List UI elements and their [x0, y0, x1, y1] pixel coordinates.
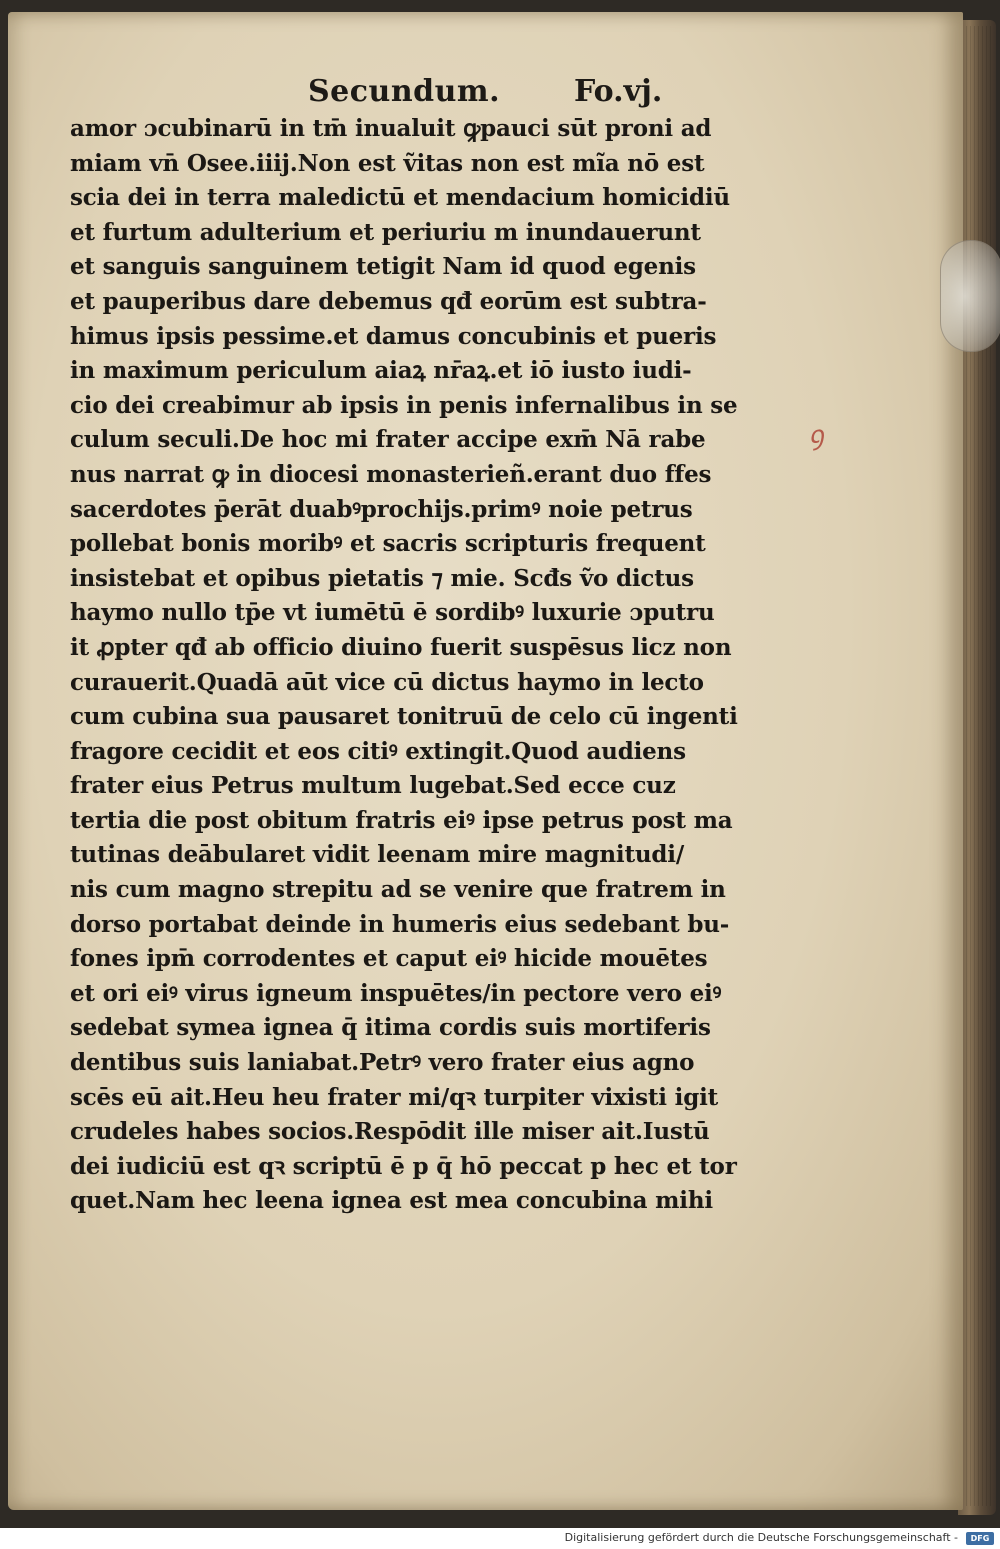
page-tab	[940, 240, 1000, 352]
footer	[0, 1528, 1000, 1549]
text-line: dentibus suis laniabat.Petrꝰ vero frater eius agno	[70, 1049, 695, 1077]
text-line: haymo nullo tp̄e vt iumētū ē sordibꝰ luxurie ɔputru	[70, 599, 715, 627]
text-line: it ꝓpter qđ ab officio diuino fuerit suspēsus licz non	[70, 633, 732, 661]
text-line: et ori eiꝰ virus igneum inspuētes/in pectore vero eiꝰ	[70, 979, 722, 1007]
page-header	[0, 74, 1000, 114]
text-line: fragore cecidit et eos citiꝰ extingit.Quod audiens	[70, 737, 686, 765]
text-line: cum cubina sua pausaret tonitruū de celo cū ingenti	[70, 703, 738, 731]
text-line: himus ipsis pessime.et damus concubinis et pueris	[70, 322, 717, 350]
text-line: tertia die post obitum fratris eiꝰ ipse petrus post ma	[70, 806, 733, 834]
text-line: et sanguis sanguinem tetigit Nam id quod egenis	[70, 253, 696, 281]
text-line: scēs eū ait.Heu heu frater mi/qꝛ turpiter vixisti igit	[70, 1083, 719, 1111]
text-line: sacerdotes p̄erāt duabꝰprochijs.primꝰ noie petrus	[70, 495, 693, 523]
text-block	[70, 112, 790, 1219]
text-line: miam vn̄ Osee.iiij.Non est ṽitas non est mĩa nō est	[70, 149, 705, 177]
text-line: curauerit.Quadā aūt vice cū dictus haymo in lecto	[70, 668, 704, 696]
text-line: et pauperibus dare debemus qđ eorūm est subtra-	[70, 287, 707, 315]
text-line: nis cum magno strepitu ad se venire que fratrem in	[70, 876, 726, 904]
footer-credit: Digitalisierung gefördert durch die Deutsche Forschungsgemeinschaft -	[564, 1531, 958, 1544]
text-line: dorso portabat deinde in humeris eius sedebant bu-	[70, 910, 730, 938]
text-line: frater eius Petrus multum lugebat.Sed ecce cuz	[70, 772, 676, 800]
folio-number: Fo.vj.	[574, 74, 663, 109]
text-line: culum seculi.De hoc mi frater accipe exm̄ Nā rabe	[70, 426, 706, 454]
text-line: scia dei in terra maledictū et mendacium homicidiū	[70, 184, 730, 212]
text-line: pollebat bonis moribꝰ et sacris scripturis frequent	[70, 530, 706, 558]
text-line: nus narrat ꝙ in diocesi monasterieñ.erant duo ffes	[70, 460, 712, 488]
marginal-note: ꝯ	[806, 420, 826, 452]
text-line: insistebat et opibus pietatis ⁊ mie. Scđs ṽo dictus	[70, 564, 694, 592]
running-head: Secundum.	[308, 74, 501, 109]
text-line: quet.Nam hec leena ignea est mea concubina mihi	[70, 1187, 713, 1215]
text-line: crudeles habes socios.Respōdit ille miser ait.Iustū	[70, 1118, 710, 1146]
text-line: tutinas deābularet vidit leenam mire magnitudi/	[70, 841, 685, 869]
text-line: dei iudiciū est qꝛ scriptū ē p q̄ hō peccat p hec et tor	[70, 1152, 737, 1180]
text-line: et furtum adulterium et periuriu m inundauerunt	[70, 218, 701, 246]
text-line: sedebat symea ignea q̄ itima cordis suis mortiferis	[70, 1014, 711, 1042]
text-line: amor ɔcubinarū in tm̄ inualuit ꝙpauci sūt proni ad	[70, 115, 712, 142]
text-line: cio dei creabimur ab ipsis in penis infernalibus in se	[70, 391, 738, 419]
dfg-logo: DFG	[966, 1532, 994, 1545]
text-line: fones ipm̄ corrodentes et caput eiꝰ hicide mouētes	[70, 945, 708, 973]
text-line: in maximum periculum aiaꝝ nr̄aꝝ.et iō iusto iudi-	[70, 357, 692, 385]
